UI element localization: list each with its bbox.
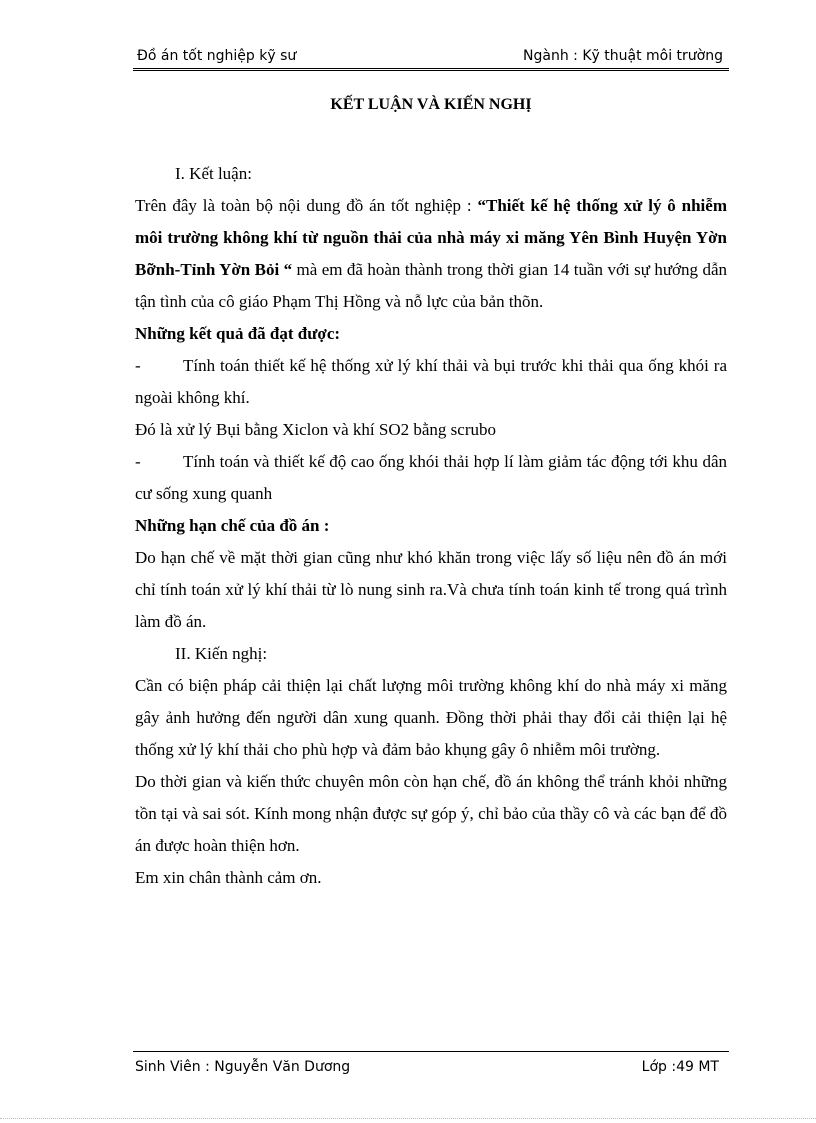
intro-project-title: “Thiết kế hệ thống xử lý ô nhiễm môi trường không khí từ nguồn thải của nhà máy xi măng Yên Bình Huyện Yờn Bỡnh-Tỉnh Yờn Bỏi “ (135, 196, 727, 279)
page-title: KẾT LUẬN VÀ KIẾN NGHỊ (330, 96, 532, 113)
page-bottom-divider (0, 1118, 816, 1119)
footer-student: Sinh Viên : Nguyễn Văn Dương (135, 1059, 351, 1075)
limits-heading: Những hạn chế của đồ án : (135, 516, 330, 535)
result-item-2 (135, 446, 727, 510)
recommendation-para-1: Cần có biện pháp cải thiện lại chất lượng môi trường không khí do nhà máy xi măng gây ảnh hưởng đến người dân xung quanh. Đồng thời phải thay đổi cải thiện lại hệ thống xử lý khí thải cho phù hợp và đảm bảo khụng gây ô nhiễm môi trường. (135, 676, 727, 759)
section1-intro (135, 190, 727, 318)
header-right: Ngành : Kỹ thuật môi trường (523, 48, 723, 64)
page-footer (133, 1051, 729, 1078)
result-item-1-text: Tính toán thiết kế hệ thống xử lý khí thải và bụi trước khi thải qua ống khói ra ngoài không khí. (135, 356, 727, 407)
bullet-dash: - (135, 452, 141, 471)
intro-prefix: Trên đây là toàn bộ nội dung đồ án tốt nghiệp : (135, 196, 478, 215)
closing-line: Em xin chân thành cảm ơn. (135, 868, 322, 887)
recommendation-para-2: Do thời gian và kiến thức chuyên môn còn hạn chế, đồ án không thể tránh khỏi những tồn tại và sai sót. Kính mong nhận được sự góp ý, chỉ bảo của thầy cô và các bạn để đồ án được hoàn thiện hơn. (135, 772, 727, 855)
limits-text: Do hạn chế về mặt thời gian cũng như khó khăn trong việc lấy số liệu nên đồ án mới chỉ tính toán xử lý khí thải từ lò nung sinh ra.Và chưa tính toán kinh tế trong quá trình làm đồ án. (135, 548, 727, 631)
result-item-1 (135, 350, 727, 414)
intro-suffix: mà em đã hoàn thành trong thời gian 14 tuần với sự hướng dẫn tận tình của cô giáo Phạm Thị Hồng và nỗ lực của bản thõn. (135, 260, 727, 311)
result-item-2-text: Tính toán và thiết kế độ cao ống khói thải hợp lí làm giảm tác động tới khu dân cư sống xung quanh (135, 452, 727, 503)
results-heading: Những kết quả đã đạt được: (135, 324, 341, 343)
section2-heading: II. Kiến nghị: (175, 644, 268, 663)
section1-heading: I. Kết luận: (175, 164, 252, 183)
header-left: Đồ án tốt nghiệp kỹ sư (137, 48, 297, 64)
result-item-1-note: Đó là xử lý Bụi bằng Xiclon và khí SO2 bằng scrubo (135, 420, 496, 439)
bullet-dash: - (135, 356, 141, 375)
footer-class: Lớp :49 MT (641, 1059, 719, 1075)
page-header (133, 46, 729, 71)
document-body (135, 158, 727, 894)
